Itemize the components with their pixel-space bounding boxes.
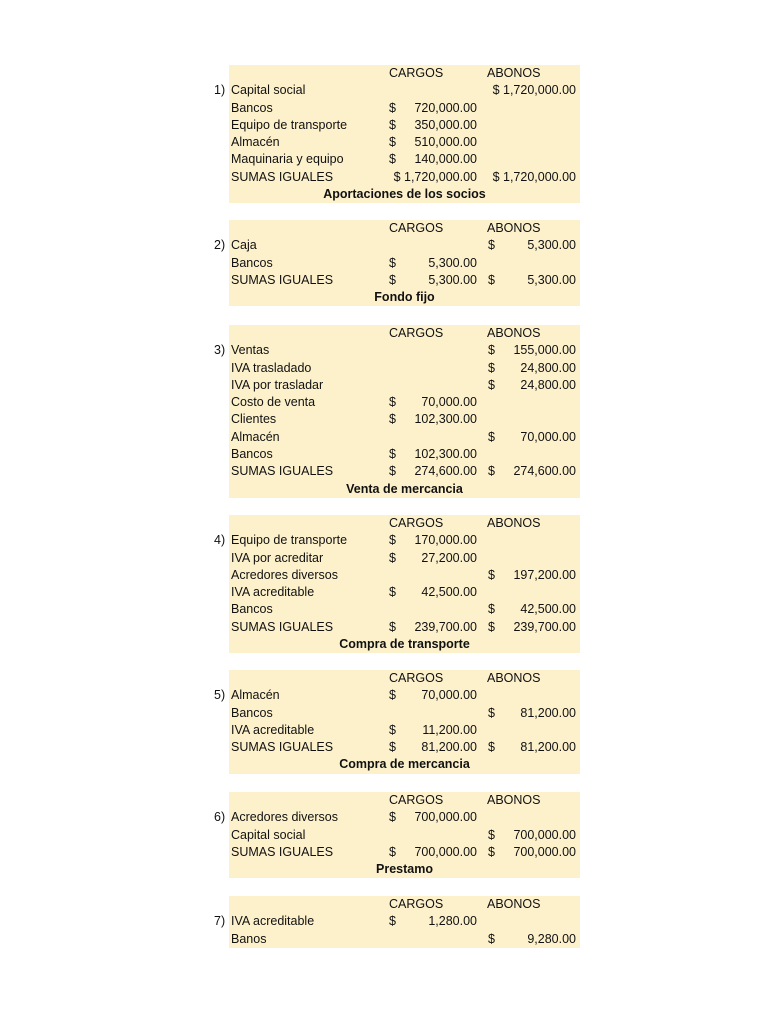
cargo-cell-amount: 102,300.00 — [414, 412, 477, 427]
abonos-header: ABONOS — [487, 326, 541, 340]
account-name: Maquinaria y equipo — [231, 152, 344, 167]
table-row — [229, 411, 580, 428]
table-row — [229, 151, 580, 168]
journal-entry-7 — [214, 896, 580, 948]
cargos-header: CARGOS — [389, 221, 444, 235]
cargo-cell-amount: 1,280.00 — [428, 914, 477, 929]
table-row — [214, 532, 580, 549]
table-row — [229, 722, 580, 739]
entry-caption: Venta de mercancia — [346, 481, 463, 496]
account-name: Bancos — [231, 100, 273, 115]
abono-cell-amount: 70,000.00 — [520, 429, 576, 444]
abono-cell-currency: $ — [488, 827, 495, 842]
account-name: Capital social — [231, 83, 306, 98]
account-name: Ventas — [231, 343, 270, 358]
abonos-header: ABONOS — [487, 66, 541, 80]
abono-cell-amount: 81,200.00 — [520, 740, 576, 755]
entry-caption: Compra de transporte — [339, 637, 470, 652]
cargo-cell-currency: $ — [389, 100, 396, 115]
cargo-cell-amount: 70,000.00 — [421, 688, 477, 703]
account-name: SUMAS IGUALES — [231, 619, 334, 634]
table-row — [229, 169, 580, 186]
entry-caption: Fondo fijo — [374, 290, 435, 305]
entry-header-row — [229, 220, 580, 237]
abono-cell-amount: 24,800.00 — [520, 377, 576, 392]
abono-cell-currency: $ — [488, 567, 495, 582]
account-name: SUMAS IGUALES — [231, 169, 334, 184]
table-row — [214, 342, 580, 359]
entry-caption: Aportaciones de los socios — [323, 187, 486, 202]
abono-cell-amount: $ 1,720,000.00 — [492, 169, 576, 184]
account-name: IVA por trasladar — [231, 377, 324, 392]
abono-cell-currency: $ — [488, 464, 495, 479]
cargo-cell-currency: $ — [389, 688, 396, 703]
account-name: SUMAS IGUALES — [231, 272, 334, 287]
cargo-cell-amount: 81,200.00 — [421, 740, 477, 755]
cargo-cell-currency: $ — [389, 272, 396, 287]
abonos-header: ABONOS — [487, 516, 541, 530]
abono-cell-currency: $ — [488, 360, 495, 375]
abono-cell-currency: $ — [488, 931, 495, 946]
abonos-header: ABONOS — [487, 897, 541, 911]
account-name: Bancos — [231, 255, 273, 270]
cargo-cell-amount: 42,500.00 — [421, 585, 477, 600]
cargo-cell-currency: $ — [389, 844, 396, 859]
entry-header-row — [229, 670, 580, 687]
entry-caption: Prestamo — [376, 862, 433, 877]
table-row — [229, 377, 580, 394]
account-name: Bancos — [231, 602, 273, 617]
cargo-cell-amount: 140,000.00 — [414, 152, 477, 167]
table-row — [229, 360, 580, 377]
table-row — [229, 463, 580, 480]
cargo-cell-currency: $ — [389, 412, 396, 427]
table-row — [229, 584, 580, 601]
cargo-cell-currency: $ — [389, 722, 396, 737]
abono-cell-amount: 9,280.00 — [527, 931, 576, 946]
cargo-cell-currency: $ — [389, 447, 396, 462]
cargo-cell-amount: 27,200.00 — [421, 550, 477, 565]
abono-cell-currency: $ — [488, 238, 495, 253]
abono-cell-amount: 5,300.00 — [527, 272, 576, 287]
account-name: SUMAS IGUALES — [231, 464, 334, 479]
abono-cell-currency: $ — [488, 377, 495, 392]
journal-entry-5 — [214, 670, 580, 774]
cargo-cell-amount: 350,000.00 — [414, 117, 477, 132]
abono-cell-currency: $ — [488, 740, 495, 755]
entry-number: 7) — [214, 914, 226, 929]
table-row — [229, 844, 580, 861]
cargo-cell-amount: 70,000.00 — [421, 395, 477, 410]
cargos-header: CARGOS — [389, 516, 444, 530]
journal-entry-4 — [214, 515, 580, 653]
table-row — [229, 272, 580, 289]
table-row — [229, 100, 580, 117]
account-name: Acredores diversos — [231, 567, 338, 582]
cargo-cell-amount: 11,200.00 — [422, 722, 477, 737]
table-row — [214, 237, 580, 254]
table-row — [214, 809, 580, 826]
table-row — [229, 550, 580, 567]
table-row — [229, 117, 580, 134]
cargo-cell-amount: 5,300.00 — [428, 255, 477, 270]
abono-cell-amount: 24,800.00 — [520, 360, 576, 375]
cargo-cell-currency: $ — [389, 533, 396, 548]
account-name: Equipo de transporte — [231, 533, 348, 548]
table-row — [229, 739, 580, 756]
entry-number: 5) — [214, 688, 226, 703]
account-name: Almacén — [231, 135, 280, 150]
table-row — [229, 394, 580, 411]
cargo-cell-amount: 700,000.00 — [414, 810, 477, 825]
table-row — [229, 931, 580, 948]
entry-header-row — [229, 65, 580, 82]
entry-number: 3) — [214, 343, 226, 358]
cargos-header: CARGOS — [389, 66, 444, 80]
table-row — [214, 913, 580, 930]
entry-number: 6) — [214, 810, 226, 825]
cargo-cell-amount: 239,700.00 — [414, 619, 477, 634]
cargo-cell-amount: 700,000.00 — [414, 844, 477, 859]
account-name: SUMAS IGUALES — [231, 844, 334, 859]
cargo-cell-currency: $ — [389, 740, 396, 755]
account-name: Almacén — [231, 688, 280, 703]
cargo-cell-currency: $ — [389, 619, 396, 634]
cargo-cell-currency: $ — [389, 810, 396, 825]
journal-entry-2 — [214, 220, 580, 306]
cargo-cell-amount: 720,000.00 — [414, 100, 477, 115]
abono-cell-currency: $ — [488, 844, 495, 859]
table-row — [229, 567, 580, 584]
cargo-cell-amount: 510,000.00 — [414, 135, 477, 150]
abono-cell-currency: $ — [488, 429, 495, 444]
cargos-header: CARGOS — [389, 793, 444, 807]
account-name: IVA trasladado — [231, 360, 312, 375]
account-name: IVA por acreditar — [231, 550, 324, 565]
entry-number: 2) — [214, 238, 226, 253]
abonos-header: ABONOS — [487, 671, 541, 685]
entry-number: 4) — [214, 533, 226, 548]
entry-header-row — [229, 896, 580, 913]
cargo-cell-currency: $ — [389, 135, 396, 150]
cargo-cell-amount: 274,600.00 — [414, 464, 477, 479]
abono-cell-amount: 5,300.00 — [527, 238, 576, 253]
abono-cell-amount: 81,200.00 — [520, 705, 576, 720]
abonos-header: ABONOS — [487, 793, 541, 807]
account-name: Bancos — [231, 447, 273, 462]
cargos-header: CARGOS — [389, 897, 444, 911]
abono-cell-amount: 197,200.00 — [513, 567, 576, 582]
table-row — [229, 705, 580, 722]
account-name: Capital social — [231, 827, 306, 842]
cargo-cell-amount: 102,300.00 — [414, 447, 477, 462]
cargos-header: CARGOS — [389, 326, 444, 340]
table-row — [229, 255, 580, 272]
cargo-cell-currency: $ — [389, 914, 396, 929]
table-row — [229, 619, 580, 636]
abono-cell-currency: $ — [488, 343, 495, 358]
cargo-cell-currency: $ — [389, 255, 396, 270]
abono-cell-amount: 42,500.00 — [520, 602, 576, 617]
table-row — [229, 429, 580, 446]
cargos-header: CARGOS — [389, 671, 444, 685]
account-name: Banos — [231, 931, 267, 946]
abono-cell-amount: 700,000.00 — [513, 827, 576, 842]
table-row — [229, 134, 580, 151]
abono-cell-amount: $ 1,720,000.00 — [492, 83, 576, 98]
cargo-cell-amount: $ 1,720,000.00 — [393, 169, 477, 184]
cargo-cell-currency: $ — [389, 550, 396, 565]
account-name: Caja — [231, 238, 257, 253]
account-name: Equipo de transporte — [231, 117, 348, 132]
entry-header-row — [229, 515, 580, 532]
entry-header-row — [229, 325, 580, 342]
abono-cell-currency: $ — [488, 705, 495, 720]
cargo-cell-amount: 170,000.00 — [414, 533, 477, 548]
cargo-cell-currency: $ — [389, 464, 396, 479]
entry-header-row — [229, 792, 580, 809]
account-name: Costo de venta — [231, 395, 316, 410]
journal-entry-6 — [214, 792, 580, 878]
abonos-header: ABONOS — [487, 221, 541, 235]
account-name: Bancos — [231, 705, 273, 720]
account-name: Almacén — [231, 429, 280, 444]
table-row — [214, 82, 580, 99]
abono-cell-currency: $ — [488, 272, 495, 287]
abono-cell-currency: $ — [488, 602, 495, 617]
journal-entry-3 — [214, 325, 580, 498]
abono-cell-amount: 239,700.00 — [513, 619, 576, 634]
entry-caption: Compra de mercancia — [339, 757, 470, 772]
cargo-cell-currency: $ — [389, 395, 396, 410]
table-row — [214, 687, 580, 704]
entry-number: 1) — [214, 83, 226, 98]
abono-cell-amount: 155,000.00 — [513, 343, 576, 358]
account-name: IVA acreditable — [231, 585, 315, 600]
journal-entry-1 — [214, 65, 580, 203]
table-row — [229, 446, 580, 463]
account-name: Acredores diversos — [231, 810, 338, 825]
table-row — [229, 827, 580, 844]
abono-cell-amount: 700,000.00 — [513, 844, 576, 859]
abono-cell-amount: 274,600.00 — [513, 464, 576, 479]
cargo-cell-currency: $ — [389, 585, 396, 600]
account-name: IVA acreditable — [231, 722, 315, 737]
cargo-cell-currency: $ — [389, 117, 396, 132]
account-name: IVA acreditable — [231, 914, 315, 929]
table-row — [229, 601, 580, 618]
account-name: SUMAS IGUALES — [231, 740, 334, 755]
account-name: Clientes — [231, 412, 277, 427]
cargo-cell-currency: $ — [389, 152, 396, 167]
cargo-cell-amount: 5,300.00 — [428, 272, 477, 287]
abono-cell-currency: $ — [488, 619, 495, 634]
